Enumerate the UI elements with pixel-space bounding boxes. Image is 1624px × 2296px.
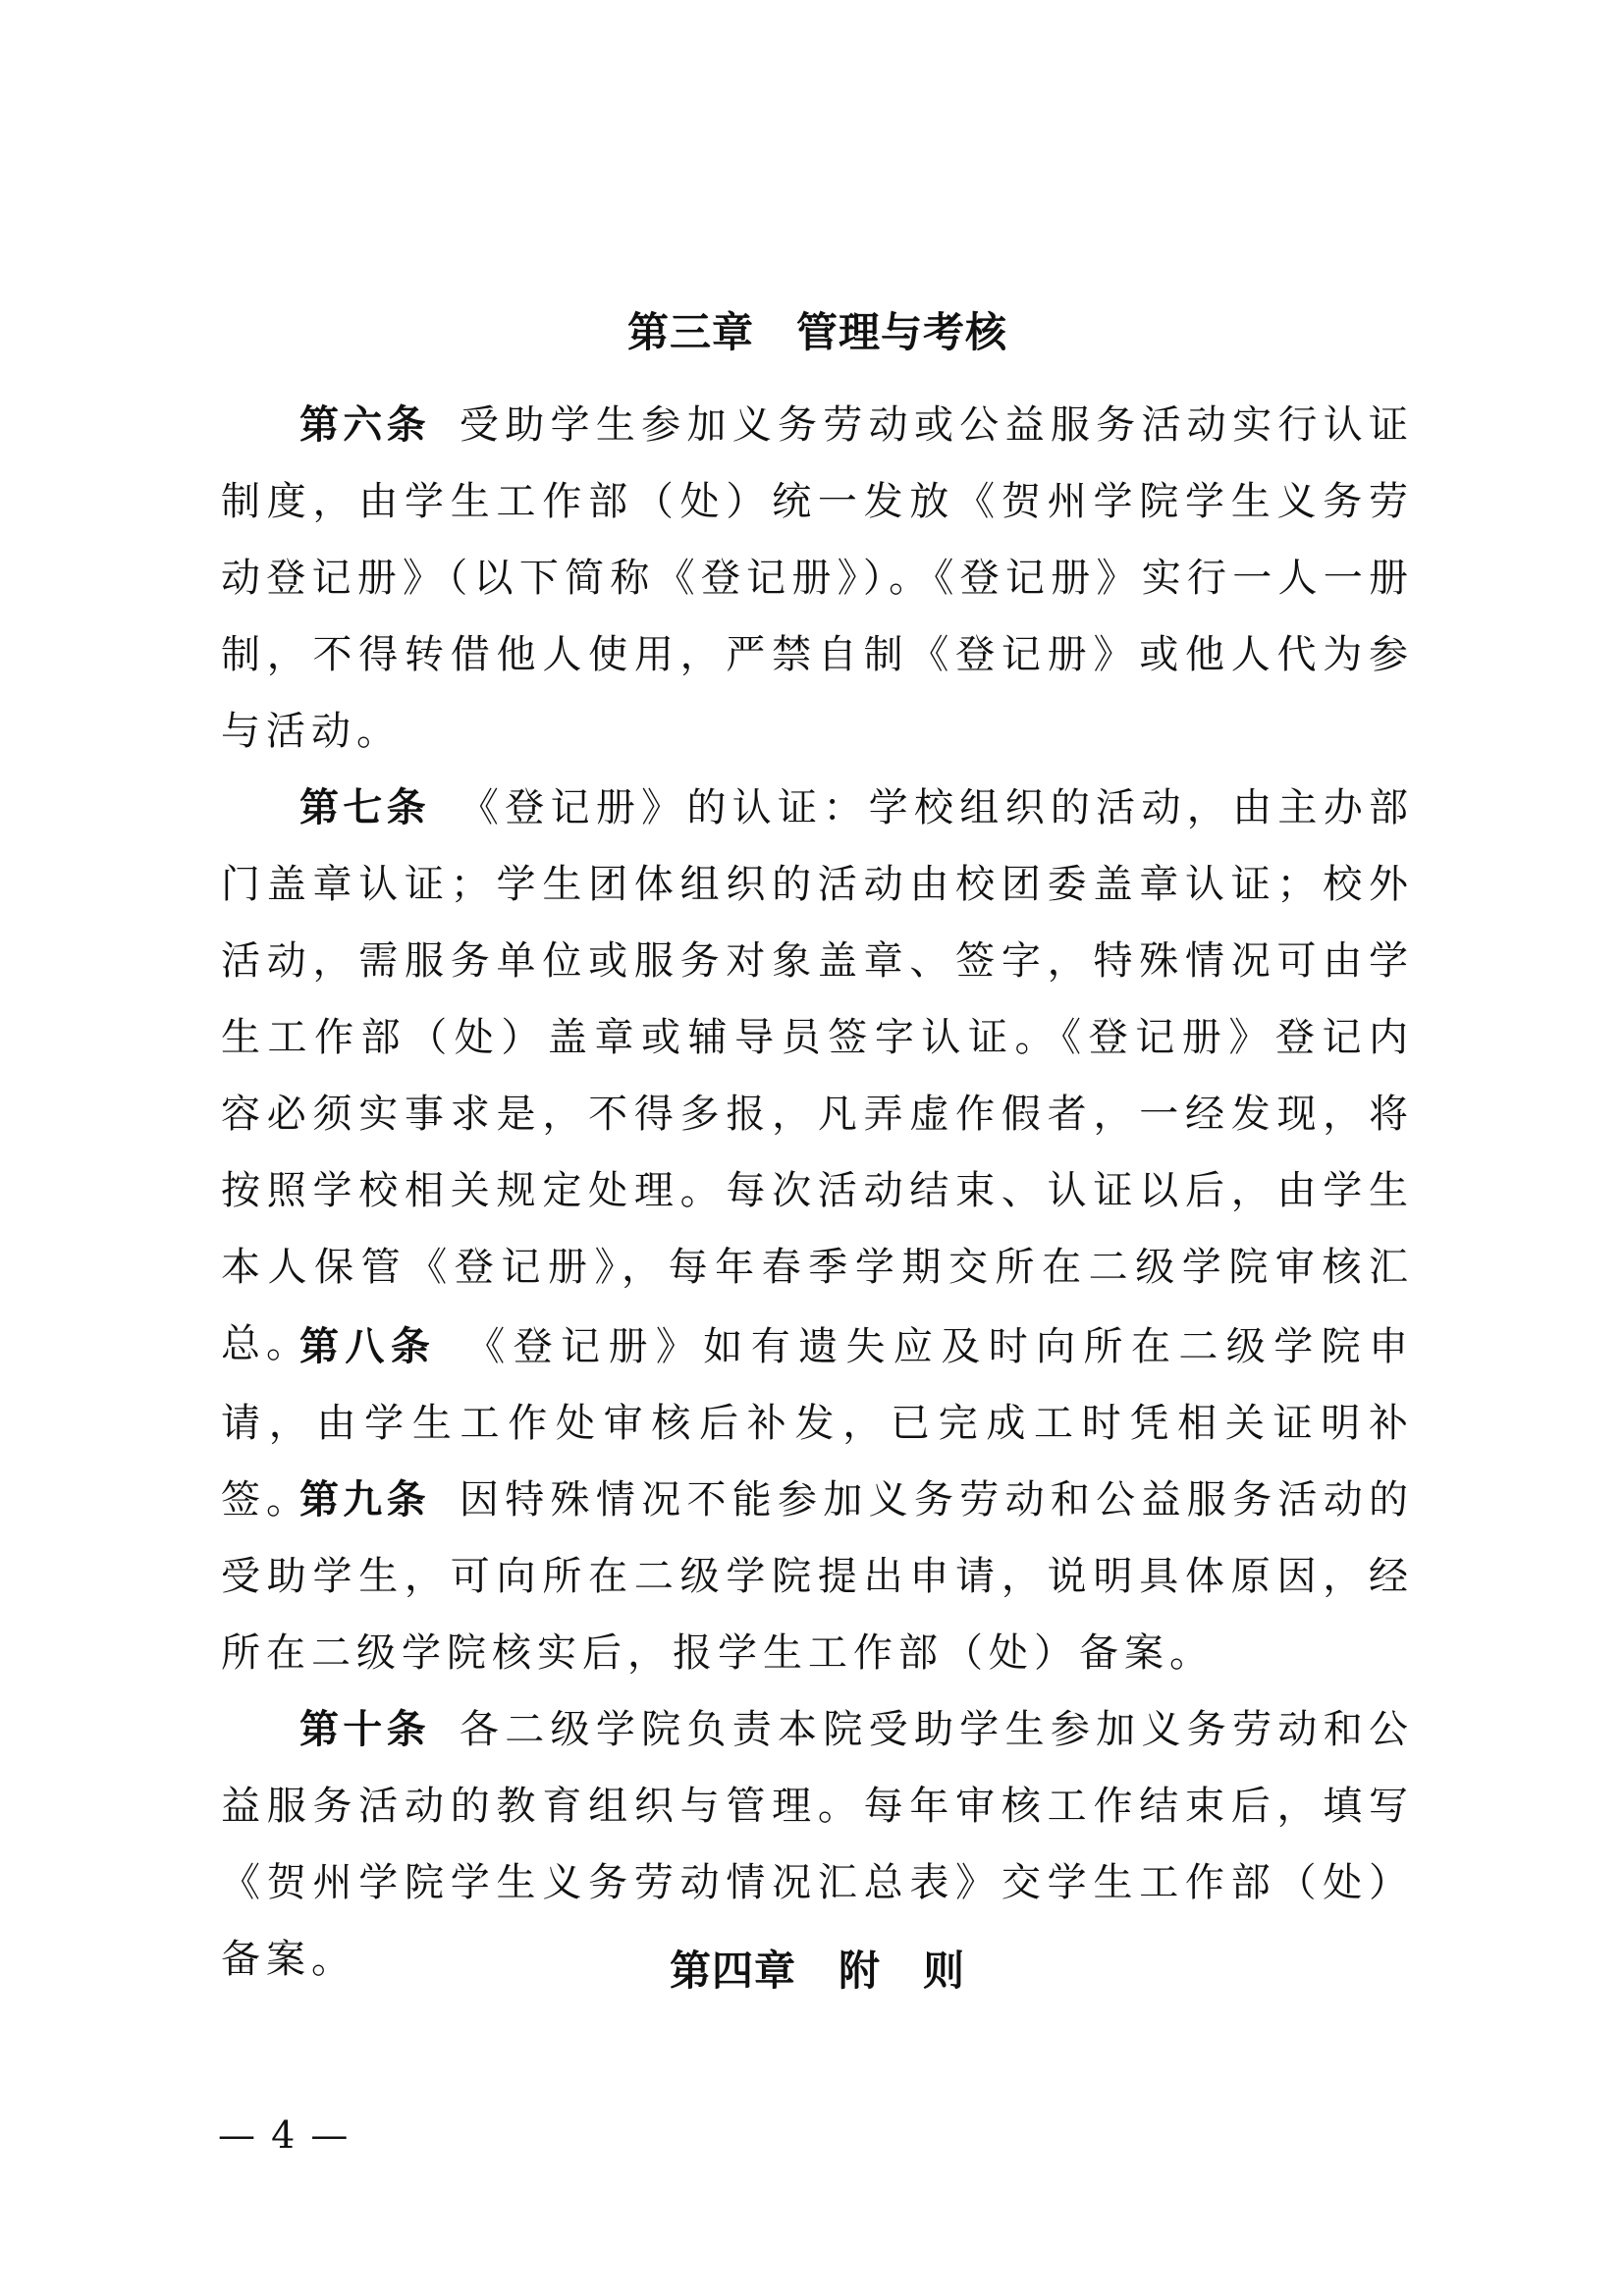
article-10-body: 各二级学院负责本院受助学生参加义务劳动和公益服务活动的教育组织与管理。每年审核工作结束后，填写《贺州学院学生义务劳动情况汇总表》交学生工作部（处）备案。: [221, 1707, 1415, 1982]
article-6: [221, 387, 1414, 770]
article-9-heading: 第九条: [299, 1477, 430, 1522]
chapter-3-title: 第三章 管理与考核: [626, 308, 1007, 356]
article-10-heading: 第十条: [299, 1707, 430, 1752]
article-9-body: 因特殊情况不能参加义务劳动和公益服务活动的受助学生，可向所在二级学院提出申请，说明具体原因，经所在二级学院核实后，报学生工作部（处）备案。: [221, 1477, 1415, 1676]
article-7-heading: 第七条: [299, 785, 430, 830]
article-8-heading: 第八条: [299, 1324, 437, 1369]
article-7: [221, 770, 1414, 1382]
chapter-4-title: 第四章 附 则: [669, 1947, 965, 1995]
article-6-heading: 第六条: [299, 402, 430, 448]
article-8-body: 《登记册》如有遗失应及时向所在二级学院申请，由学生工作处审核后补发，已完成工时凭相关证明补签。: [221, 1324, 1415, 1522]
article-6-body: 受助学生参加义务劳动或公益服务活动实行认证制度，由学生工作部（处）统一发放《贺州学院学生义务劳动登记册》（以下简称《登记册》）。《登记册》实行一人一册制，不得转借他人使用，严禁自制《登记册》或他人代为参与活动。: [221, 402, 1415, 754]
article-9: [221, 1462, 1414, 1691]
article-7-body: 《登记册》的认证：学校组织的活动，由主办部门盖章认证；学生团体组织的活动由校团委盖章认证；校外活动，需服务单位或服务对象盖章、签字，特殊情况可由学生工作部（处）盖章或辅导员签字认证。《登记册》登记内容必须实事求是，不得多报，凡弄虚作假者，一经发现，将按照学校相关规定处理。每次活动结束、认证以后，由学生本人保管《登记册》，每年春季学期交所在二级学院审核汇总。: [221, 785, 1415, 1366]
page-number: — 4 —: [218, 2113, 351, 2157]
